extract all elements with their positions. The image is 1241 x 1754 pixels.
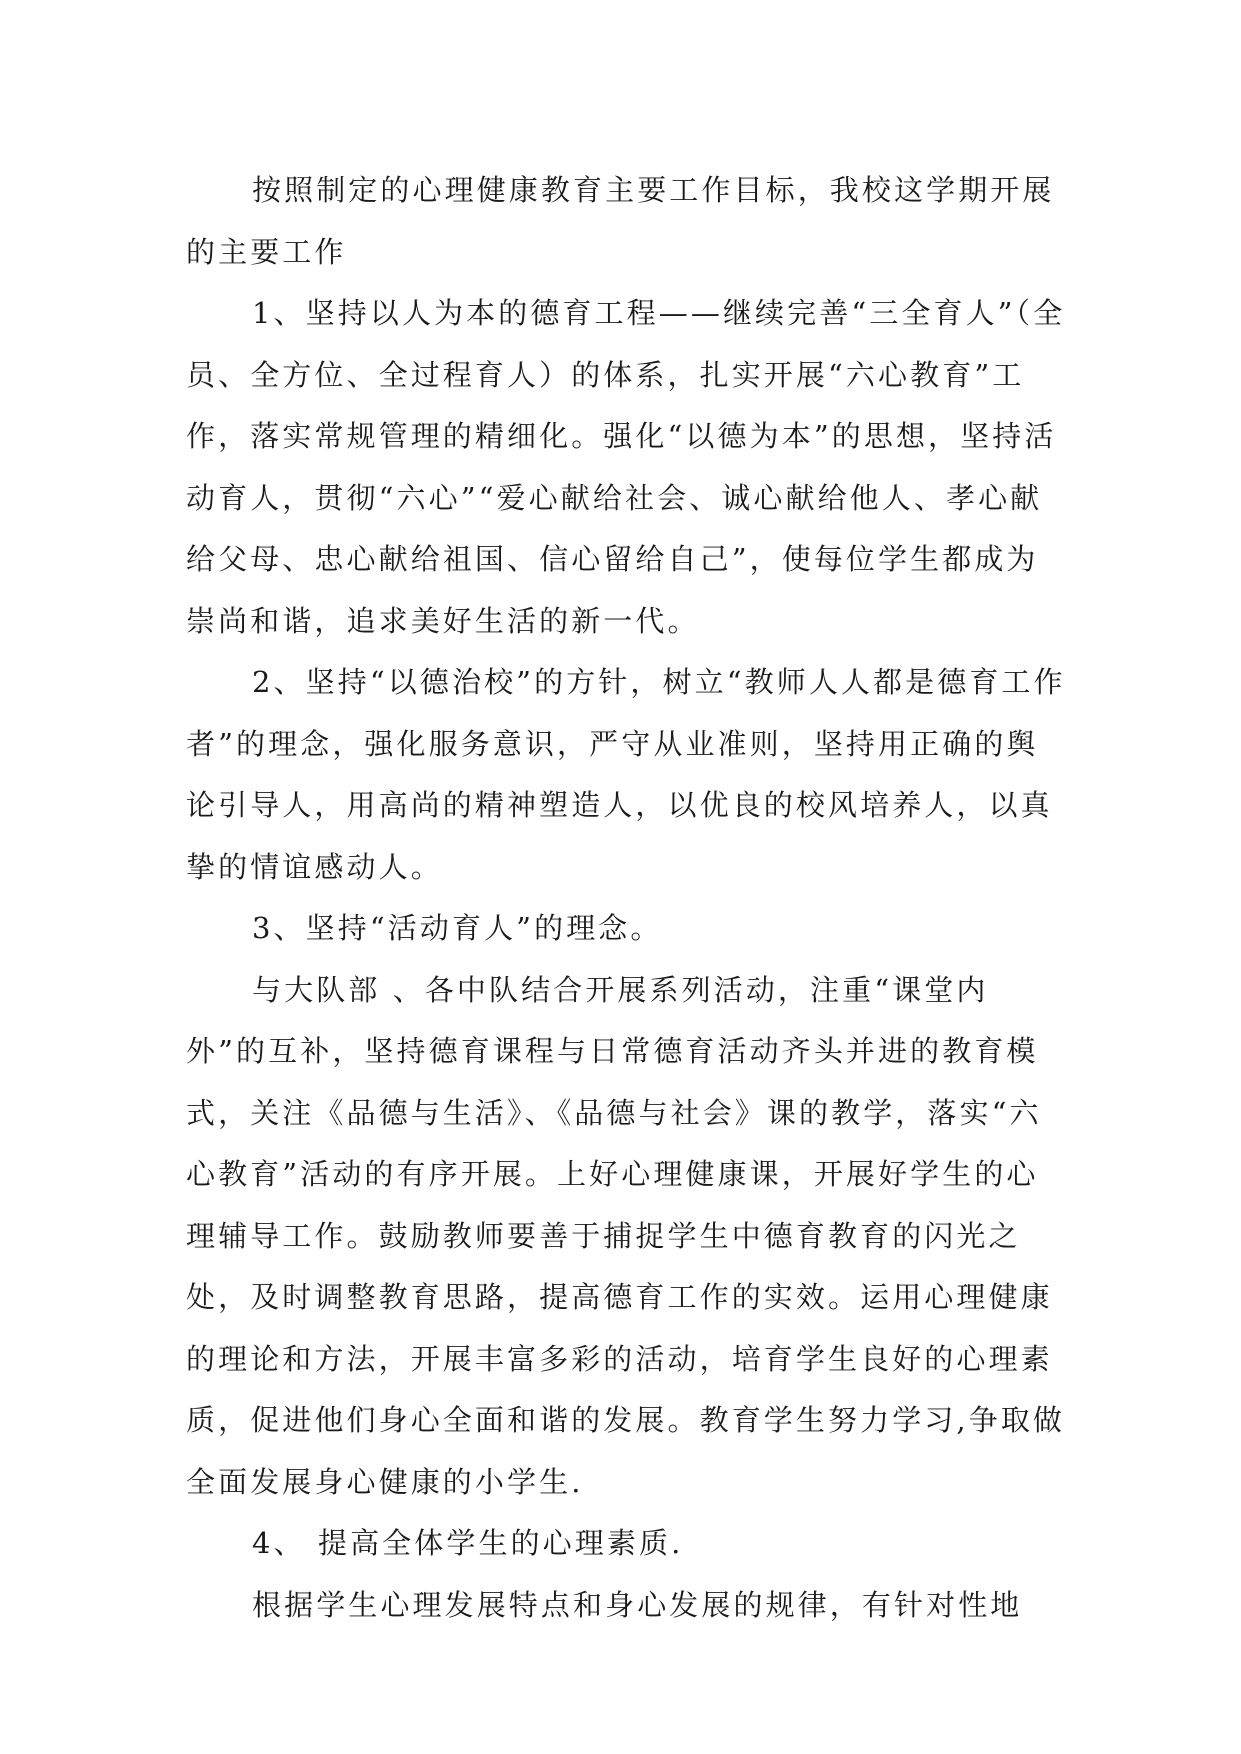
paragraph-activities: 与大队部 、各中队结合开展系列活动，注重“课堂内外”的互补，坚持德育课程与日常德育活动齐头并进的教育模式，关注《品德与生活》、《品德与社会》课的教学，落实“六心教育”活动的有序开展。上好心理健康课，开展好学生的心理辅导工作。鼓励教师要善于捕捉学生中德育教育的闪光之处，及时调整教育思路，提高德育工作的实效。运用心理健康的理论和方法，开展丰富多彩的活动，培育学生良好的心理素质，促进他们身心全面和谐的发展。教育学生努力学习,争取做全面发展身心健康的小学生. bbox=[186, 972, 1066, 1499]
paragraph-closing: 根据学生心理发展特点和身心发展的规律，有针对性地 bbox=[252, 1587, 1023, 1622]
paragraph-item-1: 1、坚持以人为本的德育工程——继续完善“三全育人”（全员、全方位、全过程育人）的体系，扎实开展“六心教育”工作，落实常规管理的精细化。强化“以德为本”的思想，坚持活动育人，贯彻“六心”“爱心献给社会、诚心献给他人、孝心献给父母、忠心献给祖国、信心留给自己”，使每位学生都成为崇尚和谐，追求美好生活的新一代。 bbox=[186, 296, 1066, 638]
paragraph-item-3: 3、坚持“活动育人”的理念。 bbox=[252, 911, 663, 945]
document-body bbox=[186, 160, 1066, 1636]
paragraph-item-2: 2、坚持“以德治校”的方针，树立“教师人人都是德育工作者”的理念，强化服务意识，严守从业准则，坚持用正确的舆论引导人，用高尚的精神塑造人，以优良的校风培养人，以真挚的情谊感动人。 bbox=[186, 665, 1066, 884]
paragraph-intro: 按照制定的心理健康教育主要工作目标，我校这学期开展的主要工作 bbox=[186, 173, 1055, 269]
paragraph-item-4: 4、 提高全体学生的心理素质. bbox=[252, 1526, 684, 1560]
